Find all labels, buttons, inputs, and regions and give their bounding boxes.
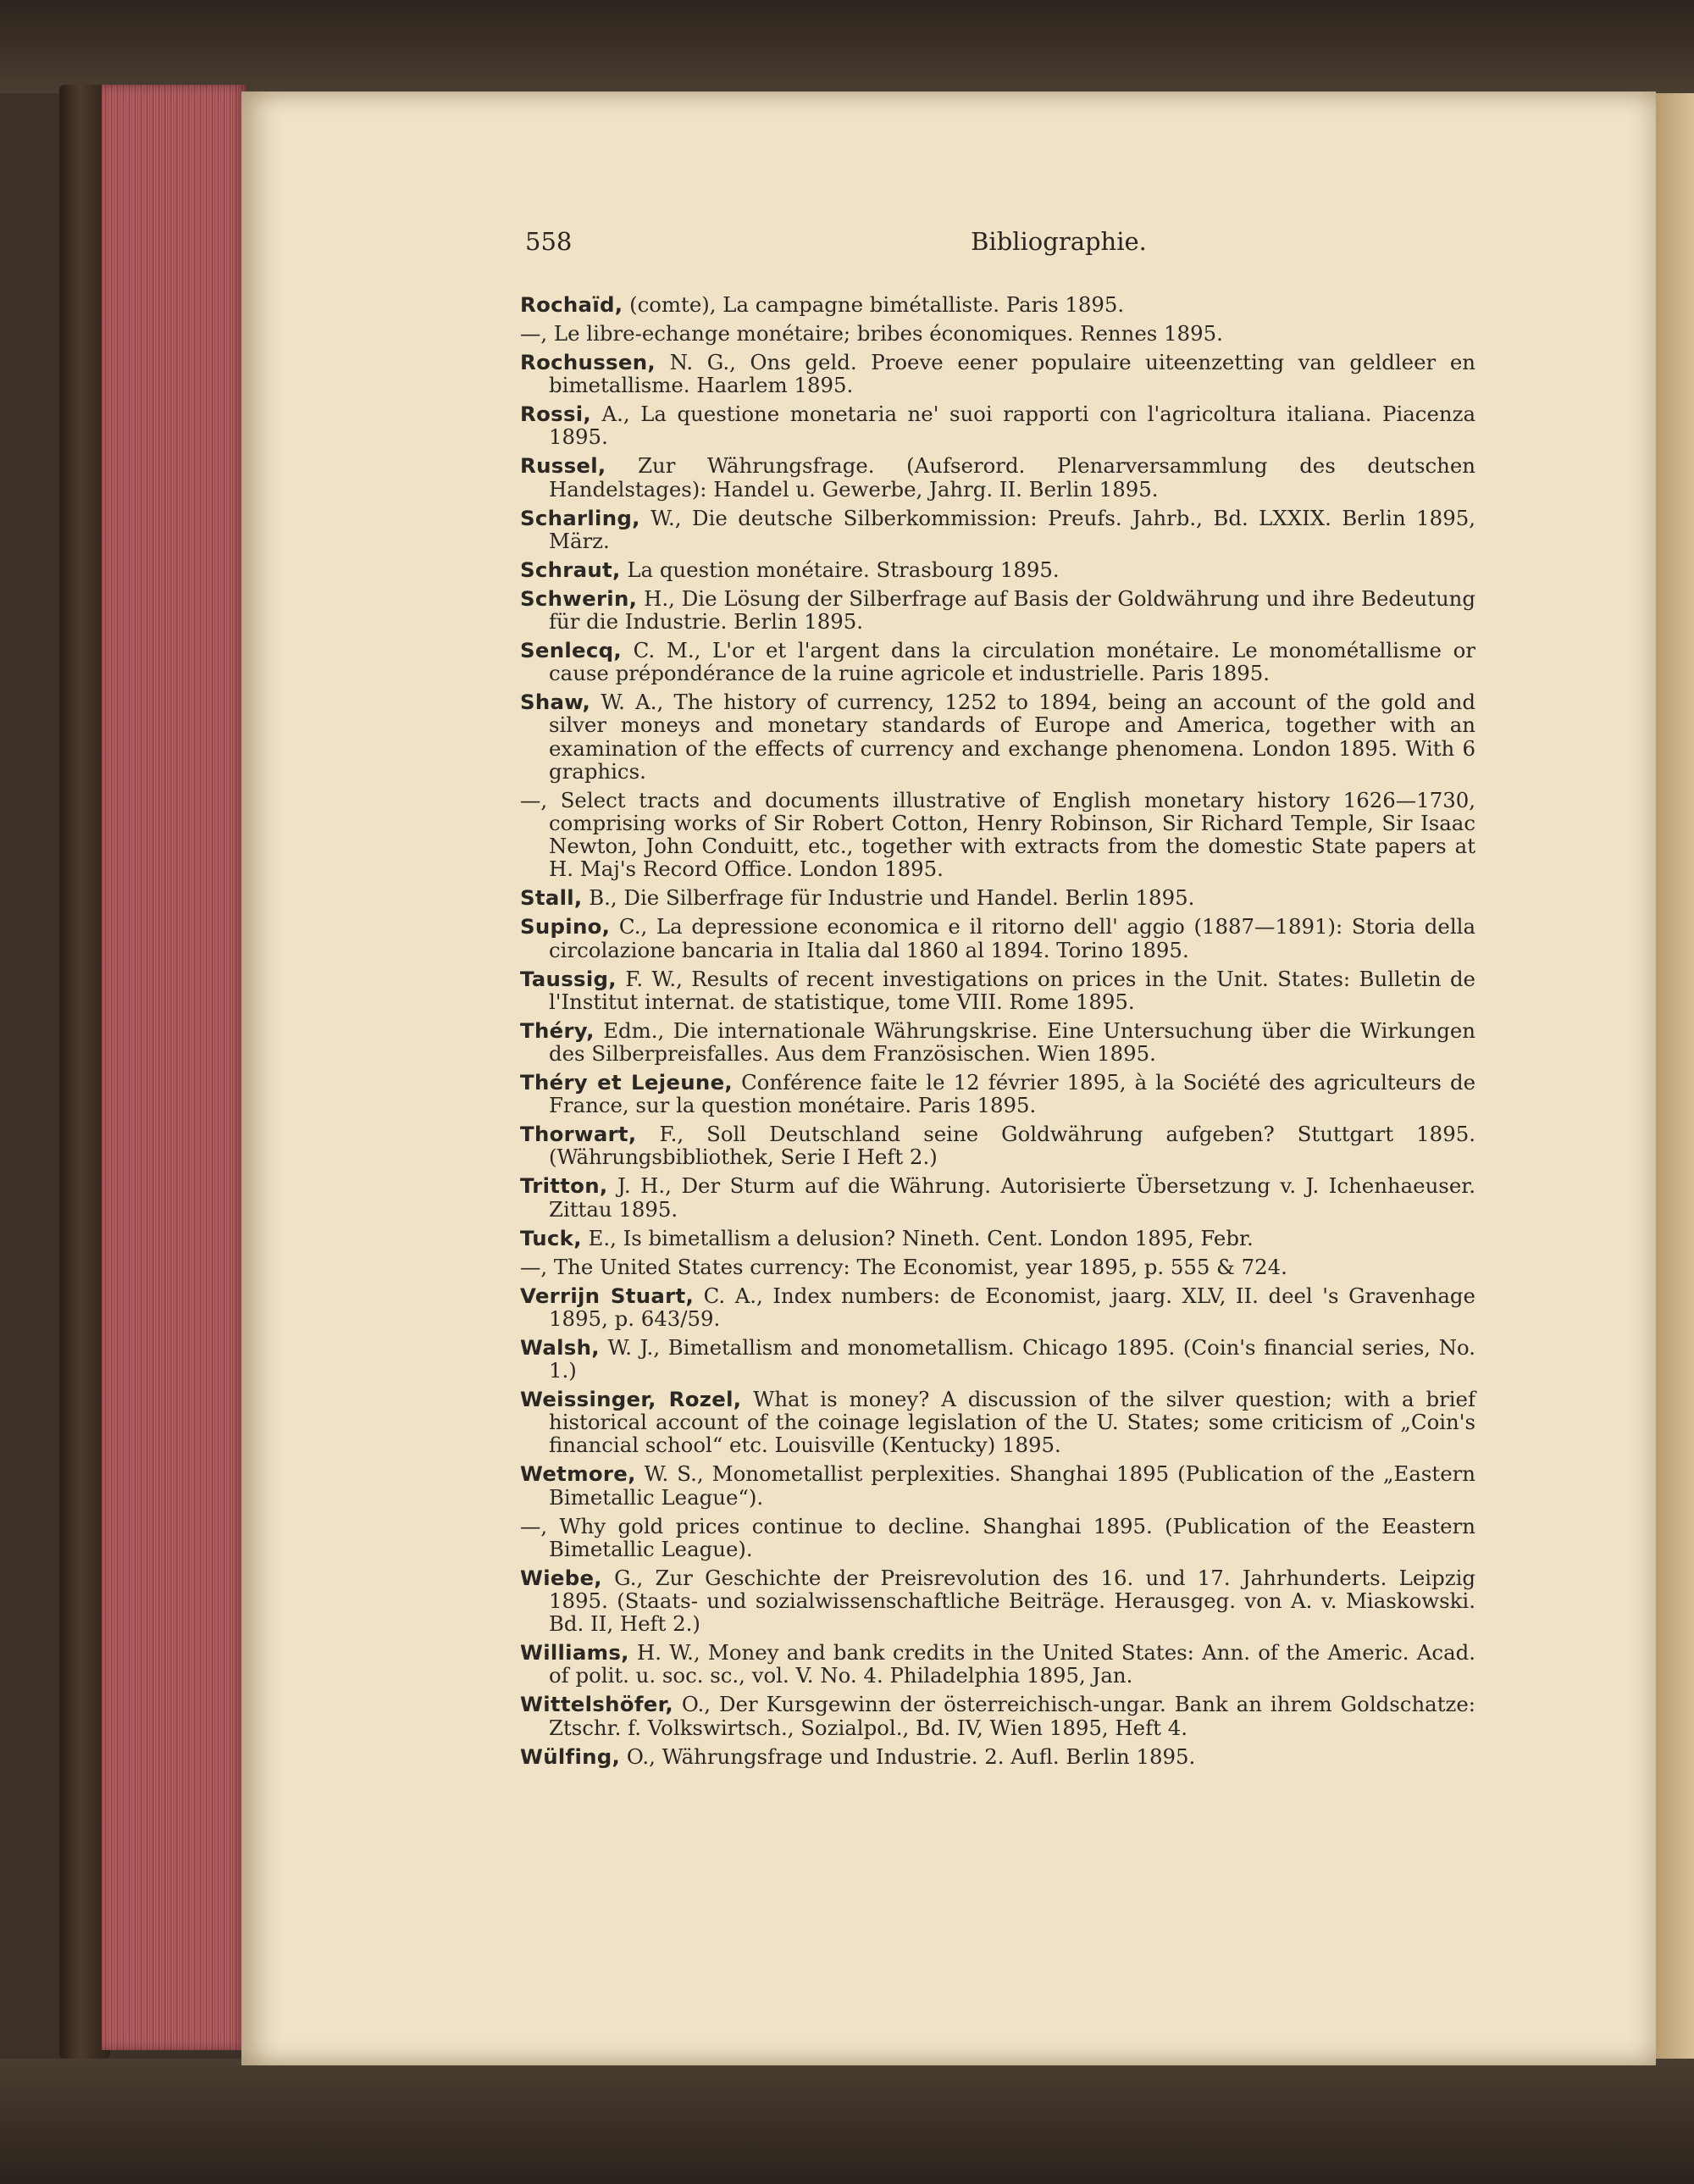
bibliography-entry (520, 1174, 1475, 1220)
entry-text: H., Die Lösung der Silberfrage auf Basis der Goldwährung und ihre Bedeutung für die Industrie. Berlin 1895. (549, 585, 1475, 635)
entry-text: W., Die deutsche Silberkommission: Preufs. Jahrb., Bd. LXXIX. Berlin 1895, März. (549, 505, 1475, 553)
entry-text: —, Select tracts and documents illustrative of English monetary history 1626—1730, comprising works of Sir Robert Cotton, Henry Robinson, Sir Richard Temple, Sir Isaac Newton, John Conduitt, etc., together with extracts from the domestic State papers at H. Maj's Record Office. London 1895. (520, 787, 1475, 882)
entry-text: J. H., Der Sturm auf die Währung. Autorisierte Übersetzung v. J. Ichenhaeuser. Zittau 1895. (549, 1173, 1475, 1222)
entry-text: E., Is bimetallism a delusion? Nineth. Cent. London 1895, Febr. (581, 1225, 1254, 1250)
bibliography-entry (520, 1019, 1475, 1065)
entry-author: Senlecq, (520, 638, 622, 663)
entry-author: Taussig, (520, 966, 617, 991)
entry-author: Wittelshöfer, (520, 1692, 673, 1717)
bibliography-entry (520, 558, 1475, 581)
entry-author: Supino, (520, 914, 611, 940)
entry-author: Thorwart, (520, 1122, 637, 1147)
entry-text: C., La depressione economica e il ritorno dell' aggio (1887—1891): Storia della circolazione bancaria in Italia dal 1860 al 1894. Torino 1895. (549, 914, 1475, 962)
entry-author: Rochussen, (520, 350, 656, 374)
bibliography-entry (520, 454, 1475, 500)
entry-text: W. A., The history of currency, 1252 to 1894, being an account of the gold and silver moneys and monetary standards of Europe and America, together with an examination of the effects of currency and exchange phenomena. London 1895. With 6 graphics. (549, 690, 1475, 784)
bibliography-entry (520, 690, 1475, 783)
bibliography-entry (520, 1122, 1475, 1168)
bibliography-entry (520, 1462, 1475, 1508)
entry-text: W. J., Bimetallism and monometallism. Chicago 1895. (Coin's financial series, No. 1.) (549, 1334, 1475, 1383)
bibliography-entry (520, 915, 1475, 961)
bibliography-entry (520, 1284, 1475, 1330)
entry-text: O., Der Kursgewinn der österreichisch-ungar. Bank an ihrem Goldschatze: Ztschr. f. Volkswirtsch., Sozialpol., Bd. IV, Wien 1895, Heft 4. (549, 1692, 1475, 1740)
entry-text: What is money? A discussion of the silver question; with a brief historical account of the coinage legislation of the U. States; some criticism of „Coin's financial school“ etc. Louisville (Kentucky) 1895. (549, 1387, 1476, 1458)
entry-author: Rochaïd, (520, 292, 623, 317)
bibliography-entry (520, 351, 1475, 396)
entry-text: Conférence faite le 12 février 1895, à la Société des agriculteurs de France, sur la question monétaire. Paris 1895. (549, 1070, 1476, 1118)
page-edges (102, 85, 246, 2050)
entry-author: Weissinger, Rozel, (520, 1387, 742, 1412)
bibliography-entry (520, 1256, 1475, 1278)
entry-text: F. W., Results of recent investigations on prices in the Unit. States: Bulletin de l'Institut internat. de statistique, tome VIII. Rome 1895. (549, 966, 1475, 1014)
entry-author: Wiebe, (520, 1565, 602, 1590)
scan-background-bottom (0, 2059, 1694, 2184)
bibliography-entry (520, 1388, 1475, 1457)
entry-author: Russel, (520, 453, 606, 479)
entry-text: —, The United States currency: The Economist, year 1895, p. 555 & 724. (520, 1254, 1287, 1279)
entry-author: Théry et Lejeune, (520, 1070, 733, 1095)
bibliography-list (520, 293, 1475, 1774)
entry-text: A., La questione monetaria ne' suoi rapporti con l'agricoltura italiana. Piacenza 1895. (549, 402, 1475, 450)
bibliography-entry (520, 789, 1475, 881)
entry-author: Tritton, (520, 1173, 608, 1199)
bibliography-entry (520, 1071, 1475, 1117)
bibliography-entry (520, 639, 1475, 685)
bibliography-entry (520, 1641, 1475, 1687)
bibliography-entry (520, 1693, 1475, 1738)
bibliography-entry (520, 967, 1475, 1013)
entry-author: Rossi, (520, 402, 591, 427)
bibliography-entry (520, 402, 1475, 448)
entry-author: Schwerin, (520, 585, 638, 611)
bibliography-entry (520, 322, 1475, 345)
facing-page-edge (1656, 93, 1694, 2059)
entry-author: Walsh, (520, 1334, 600, 1360)
bibliography-entry (520, 886, 1475, 909)
entry-text: (comte), La campagne bimétalliste. Paris 1895. (623, 292, 1125, 317)
entry-text: —, Le libre-echange monétaire; bribes économiques. Rennes 1895. (520, 321, 1223, 346)
entry-author: Verrijn Stuart, (520, 1283, 695, 1308)
entry-text: Edm., Die internationale Währungskrise. Eine Untersuchung über die Wirkungen des Silberpreisfalles. Aus dem Französischen. Wien 1895. (549, 1017, 1475, 1067)
entry-text: W. S., Monometallist perplexities. Shanghai 1895 (Publication of the „Eastern Bimetallic League“). (549, 1461, 1475, 1510)
page-header (525, 227, 1474, 261)
entry-text: Zur Währungsfrage. (Aufserord. Plenarversammlung des deutschen Handelstages): Handel u. Gewerbe, Jahrg. II. Berlin 1895. (549, 453, 1475, 502)
entry-text: La question monétaire. Strasbourg 1895. (620, 557, 1060, 582)
entry-author: Wetmore, (520, 1461, 636, 1487)
entry-text: F., Soll Deutschland seine Goldwährung aufgeben? Stuttgart 1895. (Währungsbibliothek, Serie I Heft 2.) (549, 1122, 1475, 1170)
bibliography-entry (520, 1566, 1475, 1636)
entry-author: Williams, (520, 1640, 629, 1666)
entry-author: Stall, (520, 885, 583, 911)
entry-author: Théry, (520, 1017, 595, 1043)
entry-text: H. W., Money and bank credits in the United States: Ann. of the Americ. Acad. of polit. u. soc. sc., vol. V. No. 4. Philadelphia 1895, Jan. (549, 1640, 1475, 1688)
running-head: Bibliographie. (971, 227, 1147, 256)
scan-background-top (0, 0, 1694, 93)
entry-author: Tuck, (520, 1225, 582, 1250)
bibliography-entry (520, 507, 1475, 552)
entry-text: O., Währungsfrage und Industrie. 2. Aufl. Berlin 1895. (620, 1743, 1196, 1769)
entry-author: Schraut, (520, 557, 621, 582)
page-number: 558 (525, 227, 573, 256)
entry-text: B., Die Silberfrage für Industrie und Handel. Berlin 1895. (582, 885, 1195, 911)
bibliography-entry (520, 1515, 1475, 1560)
entry-text: G., Zur Geschichte der Preisrevolution des 16. und 17. Jahrhunderts. Leipzig 1895. (Staats- und sozialwissenschaftliche Beiträge. Herausgeg. von A. v. Miaskowski. Bd. II, Heft 2.) (549, 1565, 1475, 1637)
entry-text: C. A., Index numbers: de Economist, jaarg. XLV, II. deel 's Gravenhage 1895, p. 643/59. (549, 1283, 1475, 1331)
bibliography-entry (520, 1336, 1475, 1382)
entry-text: N. G., Ons geld. Proeve eener populaire uiteenzetting van geldleer en bimetallisme. Haarlem 1895. (549, 350, 1475, 398)
entry-text: C. M., L'or et l'argent dans la circulation monétaire. Le monométallisme or cause prépondérance de la ruine agricole et industrielle. Paris 1895. (549, 638, 1475, 686)
entry-author: Scharling, (520, 505, 640, 530)
bibliography-entry (520, 1227, 1475, 1250)
bibliography-entry (520, 587, 1475, 633)
bibliography-entry (520, 293, 1475, 316)
bibliography-entry (520, 1745, 1475, 1768)
entry-author: Shaw, (520, 690, 591, 715)
entry-text: —, Why gold prices continue to decline. Shanghai 1895. (Publication of the Eeastern Bimetallic League). (520, 1513, 1475, 1561)
entry-author: Wülfing, (520, 1743, 621, 1769)
